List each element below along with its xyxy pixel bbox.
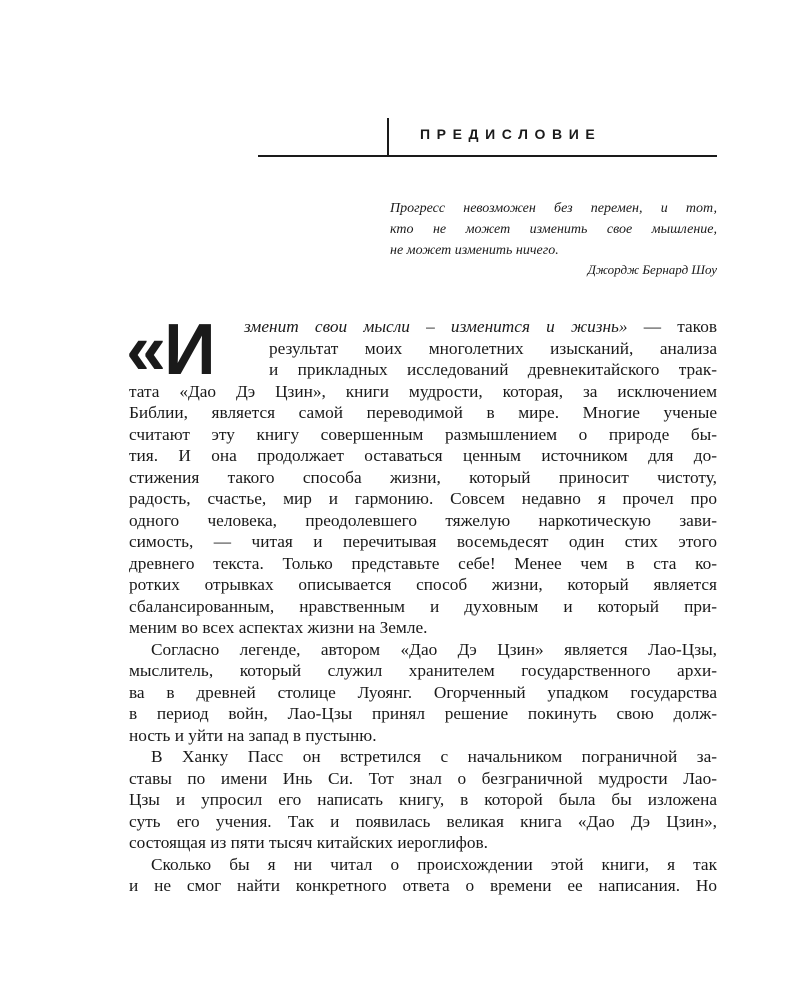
body-line-text: — таков bbox=[627, 317, 717, 336]
chapter-title: ПРЕДИСЛОВИЕ bbox=[420, 126, 602, 142]
body-line: Библии, является самой переводимой в мире. Многие ученые bbox=[129, 403, 717, 422]
epigraph-author: Джордж Бернард Шоу bbox=[587, 262, 717, 277]
body-line: симость, — читая и перечитывая восемьдесят один стих этого bbox=[129, 532, 717, 551]
body-line: В Ханку Пасс он встретился с начальником пограничной за- bbox=[151, 747, 717, 766]
body-line: ность и уйти на запад в пустыню. bbox=[129, 725, 377, 745]
body-line: ставы по имени Инь Си. Тот знал о безграничной мудрости Лао- bbox=[129, 768, 717, 788]
body-line: состоящая из пяти тысяч китайских иероглифов. bbox=[129, 833, 488, 852]
body-line: Сколько бы я ни читал о происхождении этой книги, я так bbox=[151, 854, 717, 874]
epigraph-line: Прогресс невозможен без перемен, и тот, bbox=[390, 201, 717, 216]
body-line: ротких отрывках описывается способ жизни, который является bbox=[129, 575, 717, 594]
epigraph-line: кто не может изменить свое мышление, bbox=[390, 222, 717, 237]
body-line: Цзы и упросил его написать книгу, в которой была бы изложена bbox=[129, 790, 717, 809]
epigraph bbox=[390, 198, 717, 261]
epigraph-line: не может изменить ничего. bbox=[390, 243, 559, 258]
body-line: тата «Дао Дэ Цзин», книги мудрости, которая, за исключением bbox=[129, 381, 717, 401]
body-line: результат моих многолетних изысканий, анализа bbox=[269, 338, 717, 358]
header-horizontal-rule bbox=[258, 155, 717, 157]
body-line: тия. И она продолжает оставаться ценным источником для до- bbox=[129, 446, 717, 465]
body-line: и не смог найти конкретного ответа о времени ее написания. Но bbox=[129, 876, 717, 895]
body-line: суть его учения. Так и появилась великая книга «Дао Дэ Цзин», bbox=[129, 811, 717, 831]
body-line: и прикладных исследований древнекитайского трак- bbox=[269, 360, 717, 379]
body-line: древнего текста. Только представьте себе! Менее чем в ста ко- bbox=[129, 553, 717, 573]
body-line: радость, счастье, мир и гармонию. Совсем недавно я прочел про bbox=[129, 489, 717, 508]
body-line: ва в древней столице Луоянг. Огорченный упадком государства bbox=[129, 682, 717, 702]
body-line: сбалансированным, нравственным и духовным и который при- bbox=[129, 596, 717, 616]
body-line bbox=[244, 316, 717, 338]
body-line: мыслитель, который служил хранителем государственного архи- bbox=[129, 661, 717, 680]
body-text bbox=[129, 316, 717, 897]
drop-cap: «И bbox=[126, 310, 214, 390]
body-line: одного человека, преодолевшего тяжелую наркотическую зави- bbox=[129, 510, 717, 530]
body-line: в период войн, Лао-Цзы принял решение покинуть свою долж- bbox=[129, 704, 717, 723]
body-line: Согласно легенде, автором «Дао Дэ Цзин» является Лао-Цзы, bbox=[151, 639, 717, 659]
body-line: меним во всех аспектах жизни на Земле. bbox=[129, 618, 428, 637]
body-line-italic: зменит свои мысли – изменится и жизнь» bbox=[244, 317, 628, 336]
body-line: считают эту книгу совершенным размышлением о природе бы- bbox=[129, 424, 717, 444]
body-line: стижения такого способа жизни, который приносит чистоту, bbox=[129, 467, 717, 487]
header-vertical-rule bbox=[387, 118, 389, 155]
